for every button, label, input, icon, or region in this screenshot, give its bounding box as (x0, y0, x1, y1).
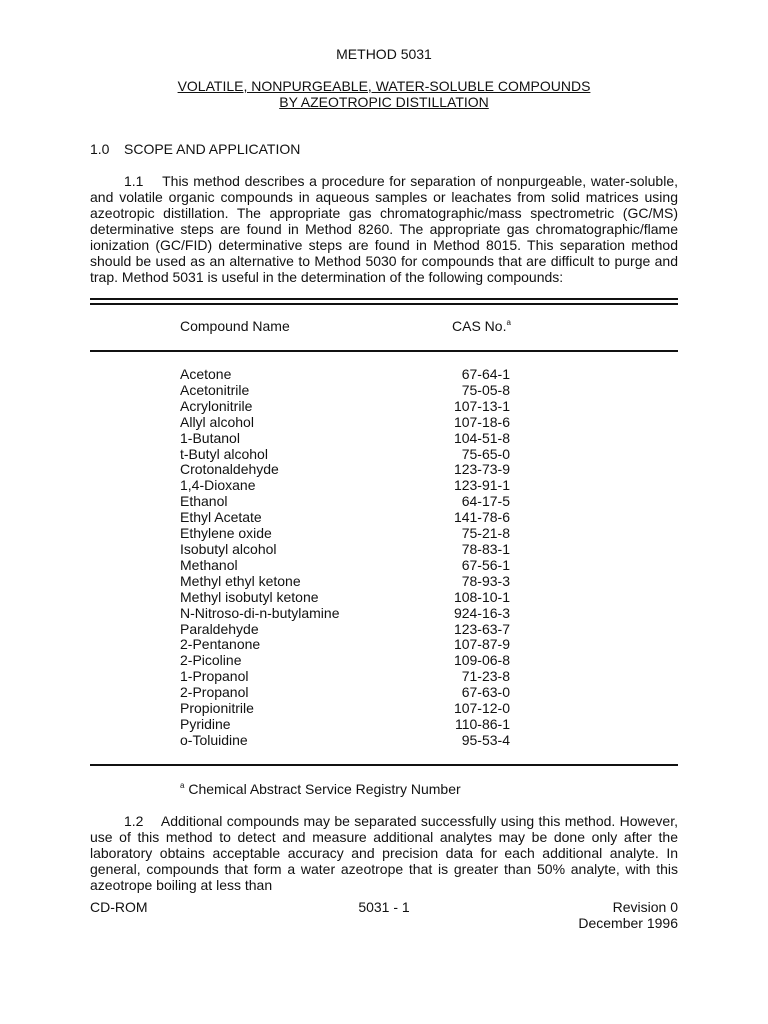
cas-number: 924-16-3 (453, 604, 510, 621)
table-header-rule (90, 350, 678, 352)
cas-number: 107-13-1 (453, 397, 510, 414)
paragraph-1-2-text: Additional compounds may be separated successfully using this method. However, use of this method to detect and measure additional analytes may be done only after the laboratory obtains acceptable accuracy and precision data for each additional analyte. In general, compounds that form a water azeotrope that is greater than 50% analyte, with this azeotrope boiling at less than (90, 813, 678, 893)
column-header-cas (452, 318, 511, 334)
compound-table-body (180, 366, 510, 748)
compound-name: 1-Propanol (180, 668, 249, 685)
cas-number: 75-65-0 (461, 445, 510, 462)
compound-name: Propionitrile (180, 700, 254, 717)
table-row (180, 541, 510, 557)
compound-name: 2-Propanol (180, 684, 249, 701)
compound-name: o-Toluidine (180, 731, 248, 748)
compound-name: Ethanol (180, 493, 228, 510)
paragraph-1-2-number: 1.2 (124, 813, 144, 829)
table-row (180, 668, 510, 684)
method-number: METHOD 5031 (336, 46, 432, 62)
column-header-compound: Compound Name (180, 318, 290, 334)
compound-name: Methyl ethyl ketone (180, 572, 301, 589)
cas-number: 109-06-8 (453, 652, 510, 669)
cas-number: 67-56-1 (461, 556, 510, 573)
table-row (180, 732, 510, 748)
footnote-text: Chemical Abstract Service Registry Number (188, 781, 461, 797)
footer-revision-block (578, 899, 678, 931)
footer-page-number: 5031 - 1 (358, 899, 410, 915)
table-row (180, 589, 510, 605)
table-row (180, 366, 510, 382)
footer-source: CD-ROM (90, 899, 148, 915)
table-row (180, 477, 510, 493)
table-row (180, 557, 510, 573)
paragraph-1-1-text: This method describes a procedure for separation of nonpurgeable, water-soluble, and volatile organic compounds in aqueous samples or leachates from solid matrices using azeotropic distillation. The appropriate gas chromatographic/mass spectrometric (GC/MS) determinative steps are found in Method 8260. The appropriate gas chromatographic/flame ionization (GC/FID) determinative steps are found in Method 8015. This separation method should be used as an alternative to Method 5030 for compounds that are difficult to purge and trap. Method 5031 is useful in the determination of the following compounds: (90, 173, 678, 285)
table-row (180, 605, 510, 621)
cas-number: 67-64-1 (461, 366, 510, 382)
compound-name: Methyl isobutyl ketone (180, 588, 319, 605)
paragraph-1-1-number: 1.1 (124, 173, 144, 189)
table-row (180, 430, 510, 446)
compound-name: Acetone (180, 366, 232, 382)
table-row (180, 621, 510, 637)
cas-number: 78-83-1 (461, 540, 510, 557)
footer-revision: Revision 0 (612, 899, 678, 915)
footer-date: December 1996 (578, 915, 678, 931)
footnote-marker: a (180, 781, 185, 790)
table-row (180, 461, 510, 477)
compound-name: 1,4-Dioxane (180, 477, 256, 494)
table-row (180, 700, 510, 716)
column-header-cas-footnote-marker: a (506, 318, 511, 327)
compound-name: 2-Picoline (180, 652, 242, 669)
compound-name: Acetonitrile (180, 381, 250, 398)
table-row (180, 525, 510, 541)
cas-number: 107-18-6 (453, 413, 510, 430)
compound-name: 2-Pentanone (180, 636, 261, 653)
compound-name: Pyridine (180, 715, 231, 732)
cas-number: 107-87-9 (453, 636, 510, 653)
compound-name: Methanol (180, 556, 238, 573)
cas-number: 67-63-0 (461, 684, 510, 701)
table-row (180, 382, 510, 398)
table-row (180, 414, 510, 430)
compound-name: Ethylene oxide (180, 525, 272, 542)
paragraph-1-1 (90, 173, 678, 285)
table-row (180, 716, 510, 732)
compound-name: N-Nitroso-di-n-butylamine (180, 604, 340, 621)
cas-number: 95-53-4 (461, 731, 510, 748)
section-number: 1.0 (90, 141, 110, 157)
cas-number: 123-63-7 (453, 620, 510, 637)
cas-number: 71-23-8 (461, 668, 510, 685)
column-header-cas-label: CAS No. (452, 318, 507, 334)
compound-name: Crotonaldehyde (180, 461, 279, 478)
compound-name: Paraldehyde (180, 620, 259, 637)
cas-number: 78-93-3 (461, 572, 510, 589)
table-row (180, 493, 510, 509)
cas-number: 75-05-8 (461, 381, 510, 398)
table-top-rule-double (90, 303, 678, 305)
table-bottom-rule (90, 764, 678, 766)
section-title: SCOPE AND APPLICATION (124, 141, 301, 157)
cas-number: 141-78-6 (453, 509, 510, 526)
compound-name: t-Butyl alcohol (180, 445, 268, 462)
cas-number: 110-86-1 (454, 715, 510, 732)
table-row (180, 398, 510, 414)
table-row (180, 652, 510, 668)
cas-number: 123-91-1 (453, 477, 510, 494)
cas-number: 107-12-0 (453, 700, 510, 717)
table-row (180, 636, 510, 652)
table-row (180, 573, 510, 589)
compound-name: Isobutyl alcohol (180, 540, 277, 557)
table-row (180, 509, 510, 525)
title-line-2: BY AZEOTROPIC DISTILLATION (279, 94, 489, 110)
compound-name: Acrylonitrile (180, 397, 253, 414)
table-top-rule (90, 298, 678, 300)
table-row (180, 446, 510, 462)
paragraph-1-2 (90, 813, 678, 893)
table-row (180, 684, 510, 700)
section-heading (90, 141, 300, 157)
cas-number: 75-21-8 (461, 525, 510, 542)
cas-number: 108-10-1 (453, 588, 510, 605)
compound-name: Ethyl Acetate (180, 509, 262, 526)
compound-name: 1-Butanol (180, 429, 240, 446)
footnote (180, 781, 461, 797)
cas-number: 64-17-5 (461, 493, 510, 510)
cas-number: 104-51-8 (453, 429, 510, 446)
title-line-1: VOLATILE, NONPURGEABLE, WATER-SOLUBLE COMPOUNDS (177, 78, 591, 94)
compound-name: Allyl alcohol (180, 413, 254, 430)
cas-number: 123-73-9 (453, 461, 510, 478)
